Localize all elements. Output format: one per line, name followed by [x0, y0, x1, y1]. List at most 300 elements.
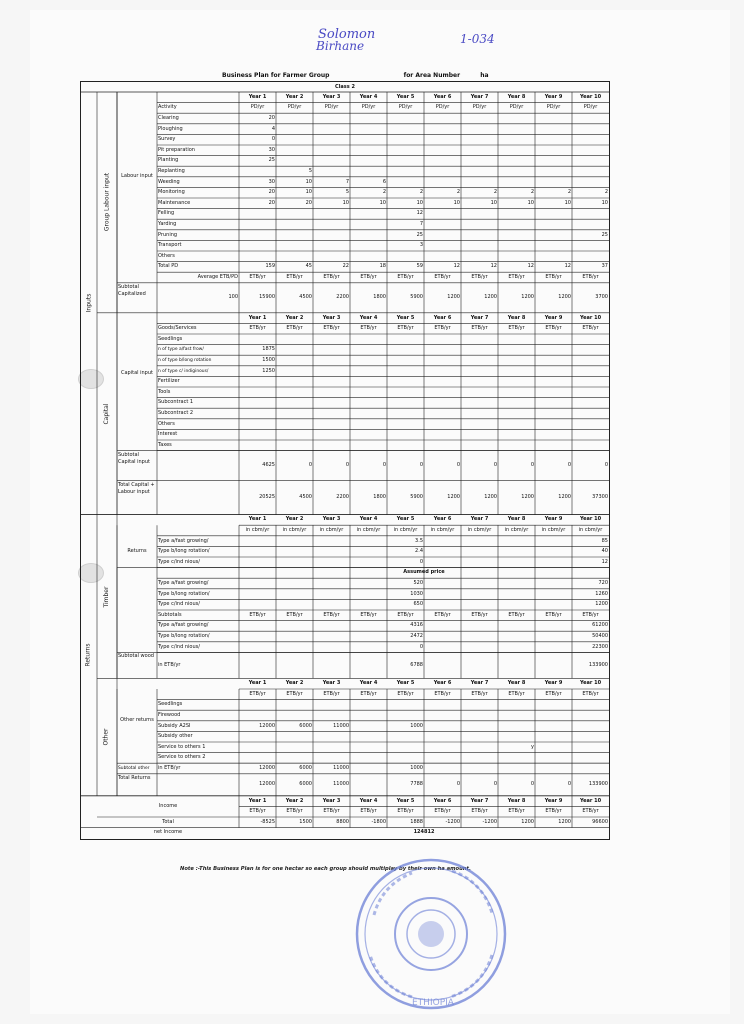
unit-cell: in cbm/yr	[356, 527, 381, 533]
total-pd-label: Total PD	[158, 263, 179, 270]
unit-cell: ETB/yr	[582, 611, 599, 618]
year-header: Year 2	[285, 516, 304, 523]
timber-price: 650	[413, 601, 423, 608]
value-cell: 10	[601, 199, 608, 206]
activity-header: Activity	[158, 104, 177, 111]
timber-value: 4316	[410, 622, 423, 629]
value-cell: 10	[305, 189, 312, 196]
total-returns-value: 0	[530, 781, 534, 788]
total-returns-value: 0	[567, 781, 571, 788]
value-cell: 2	[382, 189, 386, 196]
timber-volume: 2.4	[415, 548, 423, 555]
activity-label: Weeding	[158, 178, 180, 185]
unit-cell: in cbm/yr	[541, 527, 566, 533]
handwritten-area: 1-034	[460, 32, 495, 46]
unit-cell: ETB/yr	[434, 325, 451, 332]
value-cell: 2	[530, 189, 534, 196]
unit-cell: ETB/yr	[471, 611, 488, 618]
value-cell: 7	[419, 221, 423, 227]
unit-cell: ETB/yr	[471, 274, 488, 280]
cooperative-seal	[352, 855, 510, 1013]
total-pd-value: 12	[527, 263, 534, 270]
value-cell: 2	[567, 189, 571, 196]
timber-value-label: Type b/long rotation/	[158, 633, 210, 639]
year-header: Year 7	[470, 314, 489, 321]
year-header: Year 7	[470, 93, 489, 100]
capital-item-label: n of type b/long rotation	[158, 358, 212, 363]
subtotal-capital-value: 4625	[262, 462, 275, 469]
timber-value-label: Type a/fast growing/	[158, 622, 209, 629]
value-cell: 0	[271, 136, 275, 143]
unit-cell: ETB/yr	[545, 808, 562, 815]
value-cell: 20	[268, 199, 275, 206]
goods-services-header: Goods/Services	[158, 325, 197, 332]
subtotal-other-label: Subtotal other	[118, 766, 150, 771]
total-returns-value: 6000	[299, 781, 312, 788]
subtotal-capital-input-label: Subtotal Capital input	[118, 451, 150, 465]
unit-cell: in cbm/yr	[393, 527, 418, 533]
unit-cell: ETB/yr	[323, 274, 340, 280]
unit-cell: in cbm/yr	[319, 527, 344, 533]
year-header: Year 1	[248, 314, 267, 321]
income-total-value: -8525	[260, 818, 275, 825]
subtotal-capital-value: 0	[345, 462, 349, 469]
unit-cell: PD/yr	[287, 104, 302, 111]
unit-cell: ETB/yr	[434, 808, 451, 815]
unit-cell: ETB/yr	[360, 611, 377, 618]
unit-cell: ETB/yr	[360, 274, 377, 280]
value-cell: 10	[453, 199, 460, 206]
value-cell: 1500	[262, 357, 275, 363]
year-header: Year 10	[579, 680, 602, 687]
total-pd-value: 22	[342, 263, 349, 270]
total-returns-value: 0	[456, 781, 460, 788]
year-header: Year 6	[433, 680, 452, 687]
timber-price: 1260	[595, 590, 608, 597]
unit-cell: ETB/yr	[323, 808, 340, 815]
year-header: Year 6	[433, 797, 452, 804]
activity-label: Ploughing	[158, 125, 183, 132]
unit-cell: PD/yr	[398, 104, 413, 111]
total-returns-value: 7788	[410, 781, 423, 788]
subtotal-capitalized-value: 4500	[299, 294, 312, 301]
timber-group-label: Timber	[103, 586, 111, 607]
subtotal-capitalized-value: 5900	[410, 294, 423, 301]
value-cell: 2	[604, 189, 608, 196]
unit-cell: ETB/yr	[508, 274, 525, 280]
unit-cell: ETB/yr	[397, 690, 414, 697]
unit-cell: PD/yr	[472, 104, 487, 111]
timber-volume: 40	[601, 548, 608, 555]
activity-label: Clearing	[158, 115, 179, 121]
subtotal-wood-value: 133900	[588, 661, 608, 668]
business-plan-table	[80, 81, 610, 840]
timber-value: 0	[419, 643, 423, 650]
value-cell: 12	[416, 210, 423, 217]
total-returns-value: 0	[493, 781, 497, 788]
year-header: Year 8	[507, 314, 526, 321]
value-cell: 10	[305, 178, 312, 185]
value-cell: 25	[268, 157, 275, 164]
subtotal-wood-label: Subtotal wood	[118, 653, 154, 660]
activity-label: Monitoring	[158, 189, 185, 196]
total-returns-value: 133900	[588, 781, 608, 788]
unit-cell: PD/yr	[435, 104, 450, 111]
timber-type-label: Type a/fast growing/	[158, 537, 209, 544]
activity-label: Yarding	[158, 221, 177, 227]
activity-label: Pruning	[158, 231, 178, 238]
total-returns-value: 12000	[259, 781, 275, 788]
other-return-value: 11000	[333, 722, 349, 729]
unit-cell: in cbm/yr	[430, 527, 455, 533]
unit-cell: ETB/yr	[286, 325, 303, 332]
unit-cell: ETB/yr	[397, 611, 414, 618]
capital-item-label: Interest	[158, 431, 178, 438]
year-header: Year 5	[396, 516, 415, 523]
year-header: Year 1	[248, 93, 267, 100]
total-capital-labour-label: Total Capital + Labour input	[118, 481, 155, 495]
total-capital-labour-value: 37300	[592, 494, 608, 501]
unit-cell: ETB/yr	[360, 808, 377, 815]
income-total-value: 96600	[592, 818, 608, 825]
total-capital-labour-value: 1200	[521, 494, 534, 501]
unit-cell: ETB/yr	[471, 325, 488, 332]
unit-cell: ETB/yr	[434, 690, 451, 697]
year-header: Year 2	[285, 93, 304, 100]
unit-cell: ETB/yr	[397, 325, 414, 332]
total-pd-value: 159	[265, 263, 275, 270]
timber-price-label: Type c/ind nious/	[158, 601, 200, 608]
unit-cell: PD/yr	[583, 104, 598, 111]
timber-price-label: Type a/fast growing/	[158, 580, 209, 586]
value-cell: 5	[308, 168, 312, 174]
year-header: Year 2	[285, 680, 304, 687]
subtotals-label: Subtotals	[158, 611, 182, 618]
unit-cell: ETB/yr	[286, 611, 303, 618]
unit-cell: ETB/yr	[397, 274, 414, 280]
other-return-label: Seedlings	[158, 701, 183, 708]
year-header: Year 5	[396, 93, 415, 100]
income-total-value: 1200	[521, 818, 534, 825]
value-cell: 2	[419, 189, 423, 196]
total-capital-labour-value: 2200	[336, 494, 349, 501]
unit-cell: in cbm/yr	[578, 527, 603, 533]
year-header: Year 2	[285, 314, 304, 321]
title-prefix: Business Plan for Farmer Group	[222, 72, 330, 79]
year-header: Year 1	[248, 680, 267, 687]
unit-cell: ETB/yr	[434, 274, 451, 280]
unit-cell: ETB/yr	[323, 611, 340, 618]
capital-item-label: Subcontract 2	[158, 410, 194, 416]
year-header: Year 8	[507, 93, 526, 100]
unit-cell: ETB/yr	[508, 325, 525, 332]
timber-volume: 12	[601, 558, 608, 565]
year-header: Year 7	[470, 516, 489, 523]
unit-cell: ETB/yr	[286, 690, 303, 697]
value-cell: 20	[268, 115, 275, 121]
unit-cell: in cbm/yr	[245, 527, 270, 533]
total-pd-value: 12	[490, 263, 497, 270]
year-header: Year 7	[470, 797, 489, 804]
value-cell: 20	[305, 199, 312, 206]
value-cell: 25	[416, 231, 423, 238]
year-header: Year 5	[396, 314, 415, 321]
income-total-value: -1200	[482, 818, 497, 825]
unit-cell: PD/yr	[546, 104, 561, 111]
subtotal-wood-value: 6788	[410, 661, 423, 668]
unit-cell: ETB/yr	[545, 274, 562, 280]
capital-item-label: Taxes	[158, 441, 172, 448]
unit-cell: ETB/yr	[286, 808, 303, 815]
total-capital-labour-value: 1200	[447, 494, 460, 501]
income-total-value: 1888	[410, 818, 423, 825]
unit-cell: ETB/yr	[545, 611, 562, 618]
total-returns-label: Total Returns	[118, 774, 151, 781]
value-cell: 10	[342, 199, 349, 206]
other-group-label: Other	[103, 728, 111, 746]
subtotal-capitalized-label: Subtotal Capitalized	[118, 283, 146, 297]
year-header: Year 6	[433, 314, 452, 321]
subtotal-capital-value: 0	[419, 462, 423, 469]
total-pd-value: 59	[416, 263, 423, 270]
value-cell: 10	[379, 199, 386, 206]
subtotal-other-value: 11000	[333, 765, 349, 771]
capital-item-label: n of type a/fast frow/	[158, 347, 204, 353]
other-return-value: y	[531, 743, 534, 750]
subtotal-capitalized-value: 1200	[558, 294, 571, 301]
capital-item-label: Fertilizer	[158, 378, 180, 385]
year-header: Year 9	[544, 314, 563, 321]
subtotal-other-value: 12000	[259, 765, 275, 771]
year-header: Year 3	[322, 516, 341, 523]
unit-cell: ETB/yr	[397, 808, 414, 815]
income-total-value: -1200	[445, 818, 460, 825]
value-cell: 10	[490, 199, 497, 206]
value-cell: 4	[271, 125, 275, 132]
year-header: Year 8	[507, 797, 526, 804]
subtotal-other-value: 1000	[410, 765, 423, 771]
unit-cell: ETB/yr	[508, 690, 525, 697]
year-header: Year 9	[544, 680, 563, 687]
year-header: Year 4	[359, 680, 378, 687]
value-cell: 20	[268, 189, 275, 196]
year-header: Year 7	[470, 680, 489, 687]
timber-value: 50400	[592, 633, 608, 639]
timber-price: 1030	[410, 590, 423, 597]
activity-label: Survey	[158, 136, 176, 143]
subtotal-capital-value: 0	[567, 462, 571, 469]
year-header: Year 10	[579, 93, 602, 100]
value-cell: 2	[456, 189, 460, 196]
other-return-label: Subsidy other	[158, 733, 193, 740]
year-header: Year 9	[544, 797, 563, 804]
activity-label: Planting	[158, 157, 179, 164]
year-header: Year 9	[544, 93, 563, 100]
capital-item-label: Subcontract 1	[158, 399, 194, 406]
year-header: Year 8	[507, 680, 526, 687]
timber-value-label: Type c/ind nious/	[158, 643, 200, 650]
unit-cell: ETB/yr	[323, 690, 340, 697]
year-header: Year 3	[322, 797, 341, 804]
value-cell: 2	[493, 189, 497, 196]
timber-value: 22300	[592, 643, 608, 650]
unit-cell: ETB/yr	[545, 690, 562, 697]
subtotal-capitalized-value: 1800	[373, 294, 386, 301]
total-pd-value: 12	[564, 263, 571, 270]
unit-cell: ETB/yr	[249, 611, 266, 618]
title-area-suffix: ha	[480, 72, 489, 79]
activity-label: Felling	[158, 210, 175, 217]
net-income-label: net Income	[153, 829, 183, 836]
document-title	[222, 72, 489, 79]
unit-cell: in cbm/yr	[504, 527, 529, 533]
year-header: Year 6	[433, 516, 452, 523]
title-area-label: for Area Number	[403, 72, 461, 79]
activity-label: Others	[158, 252, 175, 259]
footnote: Note :-This Business Plan is for one hectar so each group should multiplay by their own ha amount.	[180, 866, 471, 872]
total-pd-value: 18	[379, 263, 386, 270]
assumed-price-header: Assumed price	[403, 569, 445, 576]
income-total-value: 8800	[336, 818, 349, 825]
subtotal-capitalized-value: 1200	[484, 294, 497, 301]
subtotal-capitalized-value: 15900	[259, 294, 275, 301]
subtotal-capitalized-value: 3700	[595, 294, 608, 301]
timber-type-label: Type c/ind nious/	[158, 558, 200, 565]
year-header: Year 3	[322, 314, 341, 321]
year-header: Year 4	[359, 314, 378, 321]
income-total-value: -1800	[371, 818, 386, 825]
value-cell: 3	[419, 242, 423, 249]
timber-price-label: Type b/long rotation/	[158, 590, 210, 597]
unit-cell: PD/yr	[250, 104, 265, 111]
year-header: Year 8	[507, 516, 526, 523]
inputs-group-label: Inputs	[85, 293, 92, 313]
total-capital-labour-value: 20525	[259, 494, 275, 501]
total-pd-value: 37	[601, 263, 608, 270]
capital-item-label: n of type c/ indiginous/	[158, 368, 209, 374]
subtotal-capital-value: 0	[308, 462, 312, 469]
total-capital-labour-value: 1800	[373, 494, 386, 501]
capital-item-label: Tools	[158, 388, 171, 395]
returns-group-label: Returns	[85, 643, 92, 667]
subtotal-capital-value: 0	[604, 462, 608, 469]
unit-cell: ETB/yr	[249, 808, 266, 815]
year-header: Year 5	[396, 680, 415, 687]
capital-input-label: Capital input	[121, 369, 153, 376]
other-return-value: 6000	[299, 722, 312, 729]
unit-cell: ETB/yr	[508, 808, 525, 815]
total-pd-value: 45	[305, 263, 312, 270]
year-header: Year 4	[359, 93, 378, 100]
value-cell: 30	[268, 146, 275, 153]
unit-cell: ETB/yr	[545, 325, 562, 332]
value-cell: 10	[416, 199, 423, 206]
net-income-value: 124812	[413, 829, 435, 836]
value-cell: 1250	[262, 367, 275, 374]
year-header: Year 10	[579, 314, 602, 321]
year-header: Year 1	[248, 797, 267, 804]
unit-cell: ETB/yr	[582, 325, 599, 332]
year-header: Year 10	[579, 797, 602, 804]
subtotal-capitalized-value: 2200	[336, 294, 349, 301]
income-label: Income	[158, 802, 178, 809]
unit-cell: ETB/yr	[434, 611, 451, 618]
timber-volume: 85	[601, 537, 608, 544]
year-header: Year 1	[248, 516, 267, 523]
income-total-label: Total	[162, 818, 174, 825]
year-header: Year 9	[544, 516, 563, 523]
unit-cell: ETB/yr	[582, 808, 599, 815]
unit-cell: ETB/yr	[582, 274, 599, 280]
unit-cell: ETB/yr	[582, 690, 599, 697]
income-total-value: 1200	[558, 818, 571, 825]
timber-type-label: Type b/long rotation/	[158, 548, 210, 555]
income-total-value: 1500	[299, 818, 312, 825]
unit-cell: ETB/yr	[471, 808, 488, 815]
activity-label: Maintenance	[158, 199, 191, 206]
year-header: Year 4	[359, 516, 378, 523]
timber-price: 720	[598, 580, 608, 586]
subtotal-other-value: 6000	[299, 765, 312, 771]
capital-group-label: Capital	[103, 403, 111, 425]
value-cell: 10	[527, 199, 534, 206]
value-cell: 30	[268, 178, 275, 185]
total-pd-value: 12	[453, 263, 460, 270]
timber-value: 2472	[410, 633, 423, 639]
handwritten-name: Solomon	[318, 27, 376, 42]
total-capital-labour-value: 1200	[558, 494, 571, 501]
subtotal-capitalized-value: 1200	[521, 294, 534, 301]
other-return-label: Service to others 1	[158, 743, 206, 750]
labour-input-label: Labour input	[121, 173, 153, 179]
timber-volume: 3.5	[415, 537, 423, 544]
subtotal-capital-value: 0	[530, 462, 534, 469]
handwritten-group: Birhane	[316, 39, 365, 53]
wood-unit-label: in ETB/yr	[158, 661, 181, 668]
unit-cell: ETB/yr	[508, 611, 525, 618]
unit-cell: ETB/yr	[249, 690, 266, 697]
group-labour-input-label: Group Labour input	[103, 173, 111, 232]
subtotal-capital-value: 0	[382, 462, 386, 469]
activity-label: Replanting	[158, 168, 185, 174]
year-header: Year 4	[359, 797, 378, 804]
unit-cell: PD/yr	[361, 104, 376, 111]
subtotal-capital-value: 0	[456, 462, 460, 469]
value-cell: 6	[382, 178, 386, 185]
unit-cell: in cbm/yr	[282, 527, 307, 533]
other-returns-label: Other returns	[120, 716, 154, 723]
year-header: Year 6	[433, 93, 452, 100]
value-cell: 1875	[262, 346, 275, 353]
year-header: Year 2	[285, 797, 304, 804]
unit-cell: ETB/yr	[286, 274, 303, 280]
year-header: Year 3	[322, 680, 341, 687]
timber-price: 520	[413, 580, 423, 586]
year-header: Year 3	[322, 93, 341, 100]
other-return-value: 12000	[259, 722, 275, 729]
unit-cell: in cbm/yr	[467, 527, 492, 533]
subtotal-other-unit: in ETB/yr	[158, 765, 181, 771]
other-return-label: Subsidy A2SI	[158, 722, 191, 729]
subtotal-capital-value: 0	[493, 462, 497, 469]
average-etb-label: Average ETB/PD	[197, 274, 238, 280]
unit-cell: PD/yr	[509, 104, 524, 111]
value-cell: 25	[601, 231, 608, 238]
timber-volume: 0	[419, 558, 423, 565]
year-header: Year 5	[396, 797, 415, 804]
unit-cell: ETB/yr	[323, 325, 340, 332]
capital-item-label: Seedlings	[158, 335, 183, 342]
